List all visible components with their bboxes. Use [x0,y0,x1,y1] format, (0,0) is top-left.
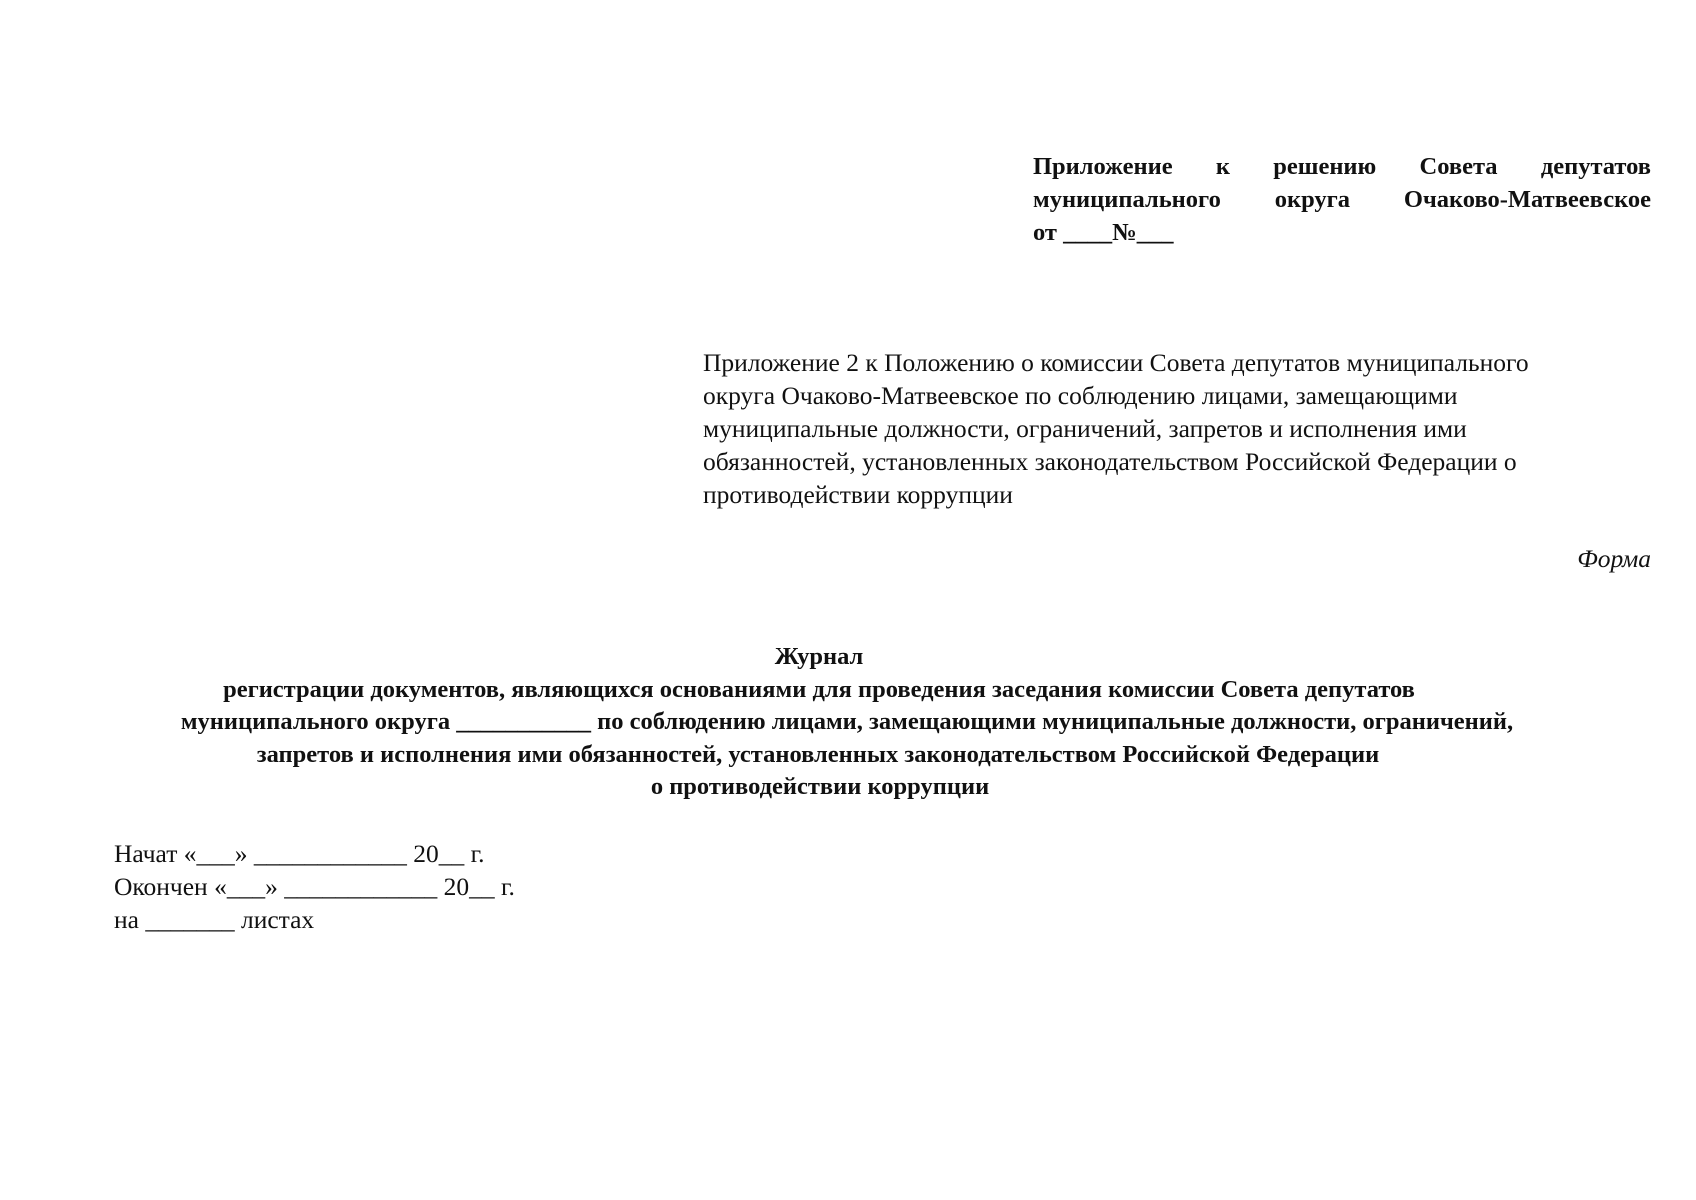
form-label: Форма [1577,544,1651,573]
journal-subtitle-line-1: регистрации документов, являющихся основаниями для проведения заседания комиссии Совета депутатов [223,675,1415,703]
journal-subtitle-line-4: о противодействии коррупции [650,773,990,800]
appendix-reference-line-1: Приложение 2 к Положению о комиссии Совета депутатов муниципального [703,348,1529,377]
sheets-line: на _______ листах [114,905,315,934]
appendix-header-line-3: от ____№___ [1033,219,1174,246]
appendix-reference-line-5: противодействии коррупции [703,480,1013,509]
journal-title: Журнал [774,643,864,670]
appendix-reference-line-2: округа Очаково-Матвеевское по соблюдению лицами, замещающими [703,381,1458,410]
journal-subtitle-line-2: муниципального округа ___________ по соблюдению лицами, замещающими муниципальные должности, ограничений, [180,708,1514,735]
journal-meta [114,837,515,936]
finished-line: Окончен «___» ____________ 20__ г. [114,872,515,901]
appendix-header-line-1: Приложение к решению Совета депутатов [1033,153,1651,180]
appendix-reference-line-3: муниципальные должности, ограничений, запретов и исполнения ими [703,414,1467,443]
appendix-header [1033,150,1651,249]
started-line: Начат «___» ____________ 20__ г. [114,839,485,868]
appendix-reference [703,346,1663,511]
appendix-reference-line-4: обязанностей, установленных законодательством Российской Федерации о [703,447,1517,476]
journal-subtitle-line-3: запретов и исполнения ими обязанностей, установленных законодательством Российской Федерации [256,740,1380,768]
appendix-header-line-2: муниципального округа Очаково-Матвеевское [1033,186,1651,213]
journal-heading [0,641,1696,804]
